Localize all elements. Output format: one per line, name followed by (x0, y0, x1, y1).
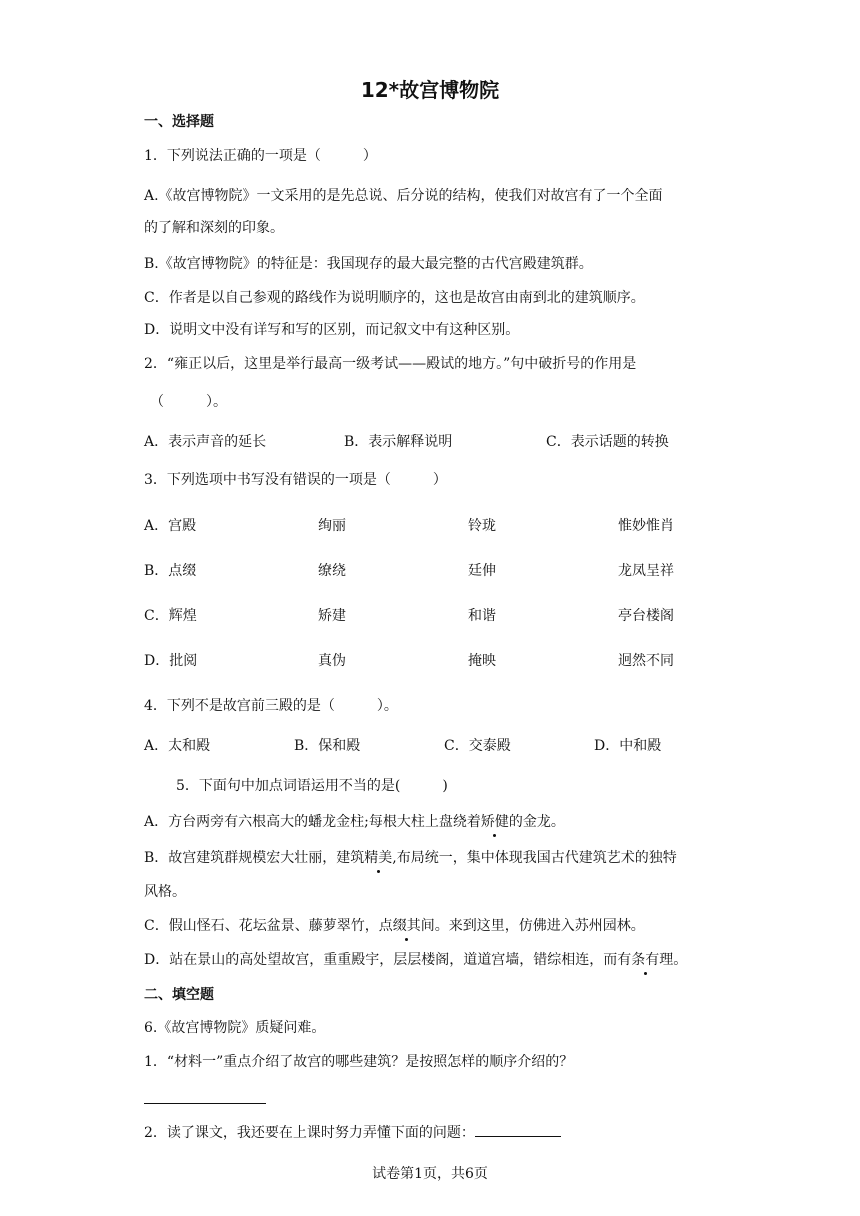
section-heading-fill: 二、填空题 (144, 987, 214, 1003)
q3-row-d-word-3: 掩映 (468, 653, 496, 669)
q5-stem: 5．下面句中加点词语运用不当的是( ) (176, 778, 448, 794)
q3-row-c-word-1: C．辉煌 (144, 608, 197, 624)
q5-a-text-end: 的金龙。 (508, 814, 565, 830)
q1-option-d: D．说明文中没有详写和写的区别，而记叙文中有这种区别。 (144, 322, 520, 338)
q6-subquestion-2-text: 2．读了课文，我还要在上课时努力弄懂下面的问题： (144, 1125, 475, 1141)
q3-row-c-word-4: 亭台楼阁 (618, 608, 674, 624)
q3-row-b-word-1: B．点缀 (144, 563, 197, 579)
q4-option-a: A．太和殿 (144, 738, 211, 754)
q2-stem: 2．“雍正以后，这里是举行最高一级考试——殿试的地方。”句中破折号的作用是 (144, 356, 637, 372)
q4-option-b: B．保和殿 (294, 738, 361, 754)
q5-c-dotted-word: 点缀其间 (378, 918, 435, 934)
q5-d-dotted-word: 有条有理 (617, 952, 674, 968)
q2-option-b: B．表示解释说明 (344, 434, 453, 450)
q1-option-c: C．作者是以自己参观的路线作为说明顺序的，这也是故宫由南到北的建筑顺序。 (144, 290, 645, 306)
q1-option-a: A.《故宫博物院》一文采用的是先总说、后分说的结构，使我们对故宫有了一个全面 (144, 188, 663, 204)
q3-row-a-word-2: 绚丽 (318, 518, 346, 534)
q1-stem: 1．下列说法正确的一项是（ ） (144, 148, 377, 164)
q3-row-d-word-4: 迥然不同 (618, 653, 674, 669)
q6-stem: 6.《故宫博物院》质疑问难。 (144, 1020, 326, 1036)
q3-row-a-word-3: 铃珑 (468, 518, 496, 534)
q5-b-text: B．故宫建筑群规模宏大壮丽，建筑 (144, 850, 365, 866)
q5-option-c (144, 916, 645, 936)
q5-b-text-end: ,布局统一，集中体现我国古代建筑艺术的独特 (392, 850, 677, 866)
q4-option-d: D．中和殿 (594, 738, 662, 754)
q2-option-c: C．表示话题的转换 (546, 434, 669, 450)
q5-d-text-end: 。 (673, 952, 688, 968)
q3-stem: 3．下列选项中书写没有错误的一项是（ ） (144, 472, 447, 488)
q5-d-text: D．站在景山的高处望故宫，重重殿宇，层层楼阁，道道宫墙，错综相连，而 (144, 952, 618, 968)
q5-c-text-end: 。来到这里，仿佛进入苏州园林。 (434, 918, 645, 934)
q3-row-a-word-4: 惟妙惟肖 (618, 518, 674, 534)
q2-option-a: A．表示声音的延长 (144, 434, 267, 450)
q3-row-b-word-3: 廷伸 (468, 563, 496, 579)
q3-row-b-word-4: 龙凤呈祥 (618, 563, 674, 579)
q3-row-b-word-2: 缭绕 (318, 563, 346, 579)
q5-option-b-cont: 风格。 (144, 884, 186, 900)
q5-a-text: A．方台两旁有六根高大的蟠龙金柱;每根大柱上盘绕着 (144, 814, 481, 830)
q3-row-c-word-2: 矫建 (318, 608, 346, 624)
answer-blank[interactable] (475, 1122, 561, 1137)
section-heading-choice: 一、选择题 (144, 114, 214, 130)
q3-row-d-word-2: 真伪 (318, 653, 346, 669)
q3-row-a-word-1: A．宫殿 (144, 518, 197, 534)
q1-option-b: B.《故宫博物院》的特征是：我国现存的最大最完整的古代宫殿建筑群。 (144, 256, 593, 272)
q4-option-c: C．交泰殿 (444, 738, 511, 754)
q6-subquestion-2 (144, 1122, 561, 1143)
q2-stem-cont: （ ）。 (150, 394, 227, 410)
page-footer: 试卷第1页，共6页 (372, 1166, 488, 1182)
q5-c-text: C．假山怪石、花坛盆景、藤萝翠竹， (144, 918, 379, 934)
q5-a-dotted-word: 矫健 (480, 814, 509, 830)
q6-subquestion-1: 1．“材料一”重点介绍了故宫的哪些建筑？是按照怎样的顺序介绍的？ (144, 1054, 574, 1070)
q1-option-a-cont: 的了解和深刻的印象。 (144, 220, 284, 236)
q5-option-d (144, 950, 687, 970)
page-title: 12*故宫博物院 (360, 78, 500, 102)
q5-b-dotted-word: 精美 (364, 850, 393, 866)
q4-stem: 4．下列不是故宫前三殿的是（ ）。 (144, 698, 398, 714)
q3-row-c-word-3: 和谐 (468, 608, 496, 624)
q3-row-d-word-1: D．批阅 (144, 653, 198, 669)
answer-blank-line[interactable] (144, 1103, 266, 1104)
q5-option-a (144, 812, 565, 832)
q5-option-b (144, 848, 677, 868)
